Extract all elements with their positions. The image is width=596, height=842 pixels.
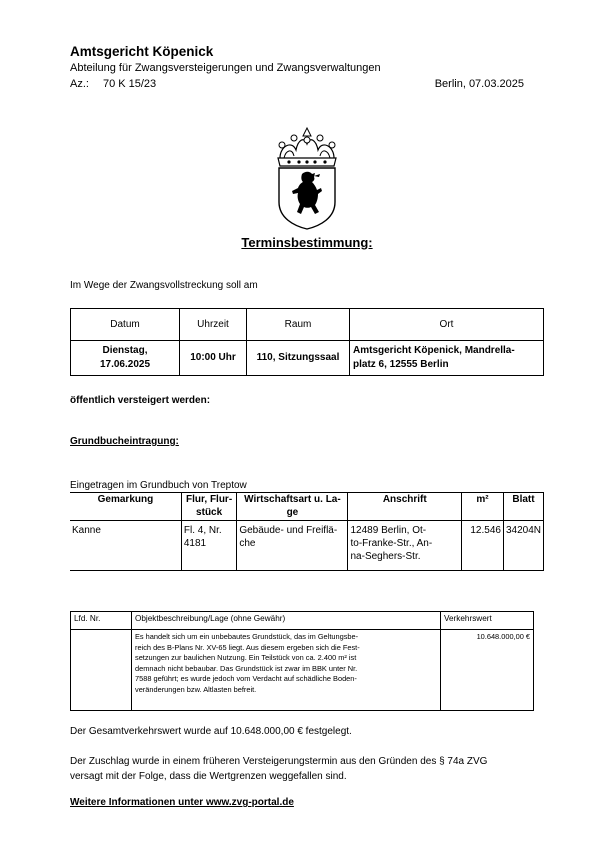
intro-text: Im Wege der Zwangsvollstreckung soll am [70,280,258,291]
land-register-table [70,492,544,571]
land-register-header [70,493,544,521]
appointment-table-header [71,309,544,341]
appointment-room: 110, Sitzungssaal [247,341,350,376]
zuschlag-statement: Der Zuschlag wurde in einem früheren Versteigerungstermin aus den Gründen des § 74a ZVG versagt mit der Folge, dass die Wertgrenzen weggefallen sind. [70,756,488,782]
lfd-nr-value [71,630,132,711]
property-description: Es handelt sich um ein unbebautes Grundstück, das im Geltungsbe- reich des B-Plans Nr. XV-65 liegt. Aus diesem ergeben sich die Fest- setzungen zur baulichen Nutzung. Ein Teilstück von ca. 2.400 m² ist demnach nicht bebaubar. Das Grundstück ist zwar im BBK unter Nr. 7588 geführt; es wurde jedoch vom Verdacht auf schädliche Boden- veränderungen bzw. Altlasten befreit. [132,630,441,711]
market-value: 10.648.000,00 € [441,630,534,711]
col-header-flur: Flur, Flur- stück [181,493,236,521]
appointment-time: 10:00 Uhr [180,341,247,376]
col-header-wirtschaftsart: Wirtschaftsart u. La- ge [237,493,348,521]
land-register-intro: Eingetragen im Grundbuch von Treptow [70,480,247,491]
col-header-anschrift: Anschrift [348,493,462,521]
col-header-m2: m² [462,493,504,521]
col-header-time: Uhrzeit [180,309,247,341]
table-row [70,521,544,571]
col-header-description: Objektbeschreibung/Lage (ohne Gewähr) [132,612,441,630]
col-header-room: Raum [247,309,350,341]
more-info-link[interactable]: Weitere Informationen unter www.zvg-portal.de [70,797,294,808]
property-table-header [71,612,534,630]
wirtschaftsart-value: Gebäude- und Freiflä- che [237,521,348,571]
appointment-row [71,341,544,376]
flur-value: Fl. 4, Nr. 4181 [181,521,236,571]
appointment-table [70,308,544,376]
appointment-place: Amtsgericht Köpenick, Mandrella- platz 6, 12555 Berlin [350,341,544,376]
land-register-heading: Grundbucheintragung: [70,436,179,447]
document-title: Terminsbestimmung: [241,235,373,250]
total-value-statement: Der Gesamtverkehrswert wurde auf 10.648.000,00 € festgelegt. [70,726,352,737]
col-header-market-value: Verkehrswert [441,612,534,630]
berlin-coat-of-arms-bear-icon [274,126,340,230]
col-header-blatt: Blatt [503,493,543,521]
blatt-value: 34204N [503,521,543,571]
gemarkung-value: Kanne [70,521,181,571]
file-number [70,78,156,90]
anschrift-value: 12489 Berlin, Ot- to-Franke-Str., An- na-Seghers-Str. [348,521,462,571]
col-header-gemarkung: Gemarkung [70,493,181,521]
auction-statement: öffentlich versteigert werden: [70,395,211,406]
col-header-lfd-nr: Lfd. Nr. [71,612,132,630]
file-number-label: Az.: [70,78,89,90]
table-row [71,630,534,711]
court-department: Abteilung für Zwangsversteigerungen und Zwangsverwaltungen [70,62,381,74]
place-date: Berlin, 07.03.2025 [434,78,524,90]
col-header-place: Ort [350,309,544,341]
property-table [70,611,534,711]
file-number-value: 70 K 15/23 [102,78,157,90]
area-value: 12.546 [462,521,504,571]
court-name: Amtsgericht Köpenick [70,44,214,59]
col-header-date: Datum [71,309,180,341]
appointment-date: Dienstag, 17.06.2025 [71,341,180,376]
